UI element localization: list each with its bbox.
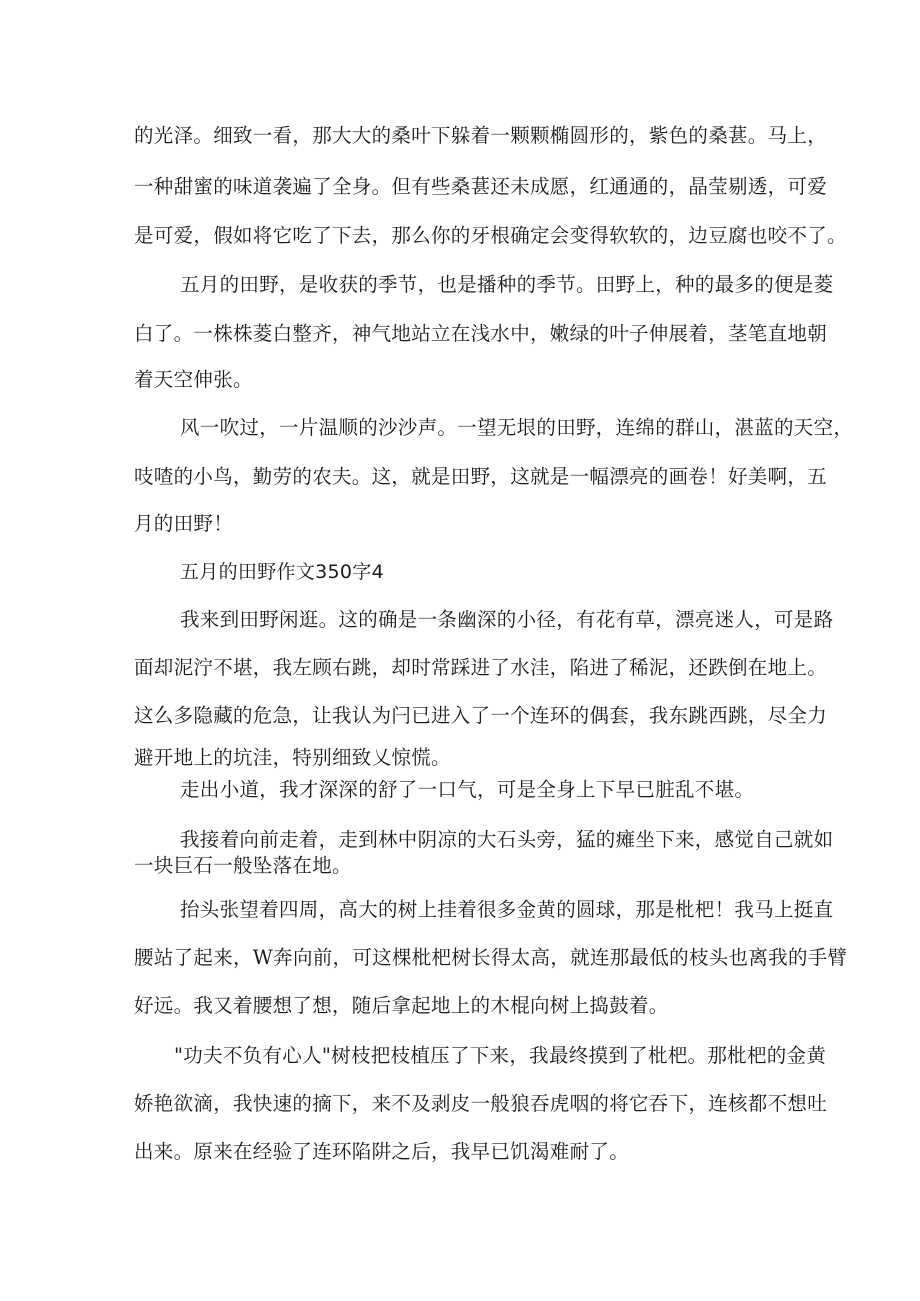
text-line: 的光泽。细致一看，那大大的桑叶下躲着一颗颗椭圆形的，紫色的桑葚。马上， [134, 124, 828, 147]
text-line: 出来。原来在经验了连环陷阱之后，我早已饥渴难耐了。 [134, 1140, 630, 1163]
text-line: 一块巨石一般坠落在地。 [134, 854, 352, 877]
text-line: 吱喳的小鸟，勤劳的农夫。这，就是田野，这就是一幅漂亮的画卷！好美啊，五 [134, 465, 828, 488]
text-line: 避开地上的坑洼，特别细致乂惊慌。 [134, 746, 451, 769]
text-line: 五月的田野，是收获的季节，也是播种的季节。田野上，种的最多的便是菱 [180, 273, 834, 296]
text-line: 好远。我又着腰想了想，随后拿起地上的木棍向树上捣鼓着。 [134, 994, 669, 1017]
section-heading: 五月的田野作文350字4 [180, 561, 384, 583]
text-line: 这么多隐藏的危急，让我认为闩已进入了一个连环的偶套，我东跳西跳，尽全力 [134, 704, 828, 727]
text-line: 腰站了起来，W奔向前，可这棵枇杷树长得太高，就连那最低的枝头也离我的手臂 [134, 946, 848, 969]
text-line: 白了。一株株菱白整齐，神气地站立在浅水中，嫩绿的叶子伸展着，茎笔直地朝 [134, 322, 828, 345]
text-line: 娇艳欲滴，我快速的摘下，来不及剥皮一般狼吞虎咽的将它吞下，连核都不想吐 [134, 1092, 828, 1115]
text-line: 面却泥泞不堪，我左顾右跳，却时常踩进了水洼，陷进了稀泥，还跌倒在地上。 [134, 656, 828, 679]
text-line: 我来到田野闲逛。这的确是一条幽深的小径，有花有草，漂亮迷人，可是路 [180, 608, 834, 631]
text-line: 风一吹过，一片温顺的沙沙声。一望无垠的田野，连绵的群山，湛蓝的天空， [180, 416, 854, 439]
text-line: 是可爱，假如将它吃了下去，那么你的牙根确定会变得软软的，边豆腐也咬不了。 [134, 224, 847, 247]
text-line: 一种甜蜜的味道袭遍了全身。但有些桑葚还未成愿，红通通的，晶莹剔透，可爱 [134, 175, 828, 198]
text-line: "功夫不负有心人"树枝把枝植压了下来，我最终摸到了枇杷。那枇杷的金黄 [174, 1044, 827, 1067]
text-line: 抬头张望着四周，高大的树上挂着很多金黄的圆球，那是枇杷！我马上挺直 [180, 898, 834, 921]
text-line: 月的田野！ [134, 512, 234, 535]
text-line: 走出小道，我才深深的舒了一口气，可是全身上下早已脏乱不堪。 [180, 778, 755, 801]
text-line: 着天空伸张。 [134, 368, 253, 391]
text-line: 我接着向前走着，走到林中阴凉的大石头旁，猛的瘫坐下来，感觉自己就如 [180, 828, 834, 851]
